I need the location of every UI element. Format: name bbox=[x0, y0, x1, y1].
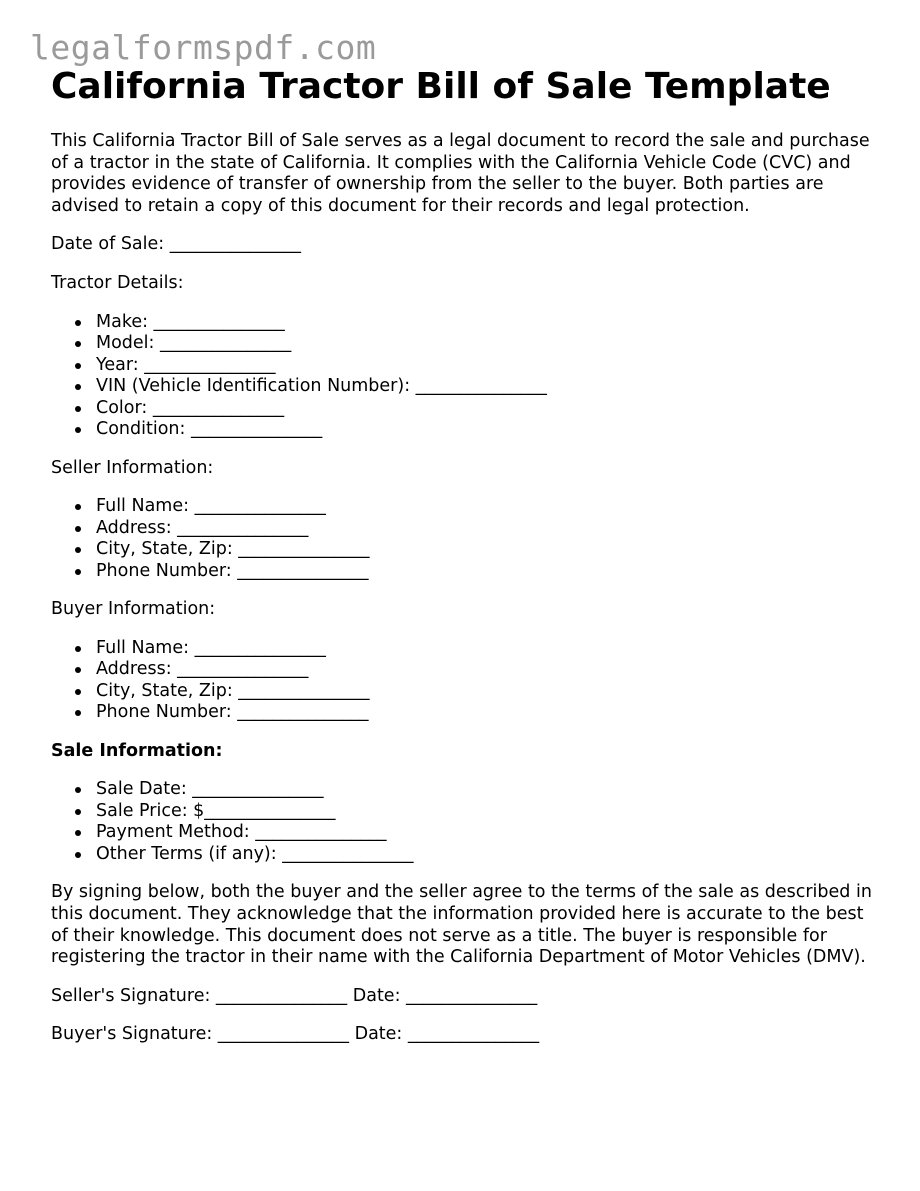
buyer-information-list bbox=[51, 638, 881, 724]
sale-information-heading: Sale Information: bbox=[51, 740, 223, 761]
seller-full-name-field: Full Name: _______________ bbox=[96, 496, 881, 518]
watermark: legalformspdf.com bbox=[30, 28, 377, 67]
tractor-color-field: Color: _______________ bbox=[96, 398, 881, 420]
sale-date-field: Sale Date: _______________ bbox=[96, 779, 881, 801]
tractor-year-field: Year: _______________ bbox=[96, 355, 881, 377]
seller-information-list bbox=[51, 496, 881, 582]
document-page bbox=[51, 64, 881, 1046]
seller-signature-line: Seller's Signature: _______________ Date: _______________ bbox=[51, 985, 538, 1006]
seller-address-field: Address: _______________ bbox=[96, 518, 881, 540]
tractor-condition-field: Condition: _______________ bbox=[96, 419, 881, 441]
other-terms-field: Other Terms (if any): _______________ bbox=[96, 844, 881, 866]
tractor-details-heading: Tractor Details: bbox=[51, 272, 184, 293]
seller-city-state-zip-field: City, State, Zip: _______________ bbox=[96, 539, 881, 561]
intro-paragraph: This California Tractor Bill of Sale serves as a legal document to record the sale and purchase of a tractor in the state of California. It complies with the California Vehicle Code (CVC) and provides evidence of transfer of ownership from the seller to the buyer. Both parties are advised to retain a copy of this document for their records and legal protection. bbox=[51, 131, 870, 216]
seller-information-heading: Seller Information: bbox=[51, 457, 214, 478]
tractor-model-field: Model: _______________ bbox=[96, 333, 881, 355]
sale-price-field: Sale Price: $_______________ bbox=[96, 801, 881, 823]
sale-information-list bbox=[51, 779, 881, 865]
buyer-information-heading: Buyer Information: bbox=[51, 599, 216, 620]
closing-paragraph: By signing below, both the buyer and the seller agree to the terms of the sale as described in this document. They acknowledge that the information provided here is accurate to the best of their knowledge. This document does not serve as a title. The buyer is responsible for registering the tractor in their name with the California Department of Motor Vehicles (DMV). bbox=[51, 882, 872, 968]
buyer-phone-field: Phone Number: _______________ bbox=[96, 702, 881, 724]
buyer-city-state-zip-field: City, State, Zip: _______________ bbox=[96, 681, 881, 703]
page-title: California Tractor Bill of Sale Template bbox=[51, 66, 831, 107]
buyer-address-field: Address: _______________ bbox=[96, 659, 881, 681]
payment-method-field: Payment Method: _______________ bbox=[96, 822, 881, 844]
date-of-sale-field: Date of Sale: _______________ bbox=[51, 234, 301, 255]
tractor-details-list bbox=[51, 312, 881, 441]
tractor-make-field: Make: _______________ bbox=[96, 312, 881, 334]
buyer-full-name-field: Full Name: _______________ bbox=[96, 638, 881, 660]
tractor-vin-field: VIN (Vehicle Identification Number): _______________ bbox=[96, 376, 881, 398]
buyer-signature-line: Buyer's Signature: _______________ Date: _______________ bbox=[51, 1024, 540, 1045]
seller-phone-field: Phone Number: _______________ bbox=[96, 561, 881, 583]
